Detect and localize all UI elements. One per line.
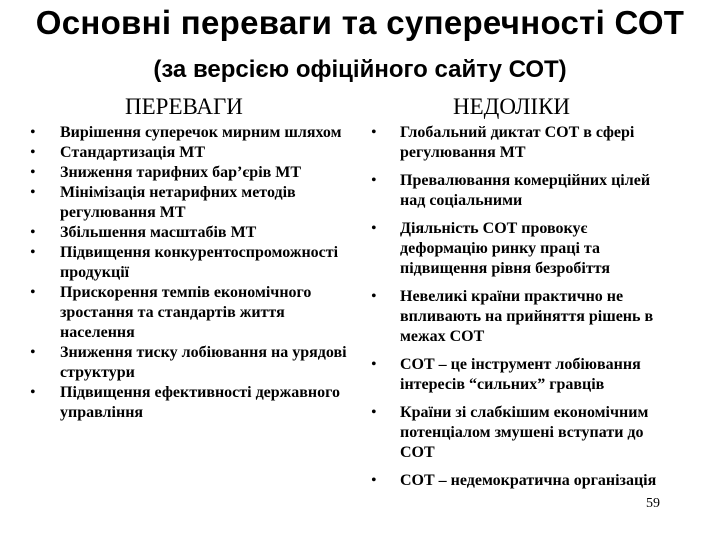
bullet-icon: • — [30, 124, 36, 141]
list-item — [369, 171, 659, 211]
bullet-icon: • — [30, 384, 36, 401]
list-item-text: Мінімізація нетарифних методів регулювання МТ — [60, 184, 296, 221]
bullet-icon: • — [371, 404, 377, 421]
list-item-text: Глобальний диктат СОТ в сфері регулювання МТ — [400, 124, 635, 161]
list-item-text: Країни зі слабкішим економічним потенціалом змушені вступати до СОТ — [400, 404, 649, 461]
disadvantages-heading: НЕДОЛІКИ — [453, 94, 571, 119]
bullet-icon: • — [30, 144, 36, 161]
bullet-icon: • — [371, 288, 377, 305]
list-item — [28, 183, 348, 223]
list-item-text: Підвищення ефективності державного управління — [60, 384, 340, 421]
list-item-text: СОТ – це інструмент лобіювання інтересів “сильних” гравців — [400, 356, 641, 393]
bullet-icon: • — [30, 224, 36, 241]
list-item — [28, 343, 348, 383]
list-item — [28, 223, 348, 243]
bullet-icon: • — [371, 472, 377, 489]
page-number: 59 — [646, 496, 660, 511]
bullet-icon: • — [371, 356, 377, 373]
slide-title: Основні переваги та суперечності СОТ — [35, 4, 685, 41]
list-item-text: Вирішення суперечок мирним шляхом — [60, 124, 342, 141]
list-item — [28, 283, 348, 343]
bullet-icon: • — [371, 172, 377, 189]
bullet-icon: • — [371, 220, 377, 237]
list-item — [369, 219, 659, 279]
bullet-icon: • — [371, 124, 377, 141]
list-item-text: Стандартизація МТ — [60, 144, 205, 161]
bullet-icon: • — [30, 244, 36, 261]
slide-subtitle: (за версією офіційного сайту СОТ) — [153, 56, 567, 83]
list-item-text: Збільшення масштабів МТ — [60, 224, 257, 241]
list-item — [28, 383, 348, 423]
list-item-text: Зниження тарифних бар’єрів МТ — [60, 164, 302, 181]
list-item — [369, 287, 659, 347]
bullet-icon: • — [30, 344, 36, 361]
advantages-list — [28, 123, 348, 423]
bullet-icon: • — [30, 284, 36, 301]
list-item-text: Превалювання комерційних цілей над соціальними — [400, 172, 651, 209]
disadvantages-list — [369, 123, 659, 491]
advantages-heading: ПЕРЕВАГИ — [125, 94, 243, 119]
list-item — [28, 123, 348, 143]
list-item-text: Діяльність СОТ провокує деформацію ринку праці та підвищення рівня безробіття — [400, 220, 611, 277]
list-item — [369, 471, 659, 491]
list-item-text: Підвищення конкурентоспроможності продукції — [60, 244, 339, 281]
list-item — [369, 403, 659, 463]
list-item — [369, 123, 659, 163]
bullet-icon: • — [30, 184, 36, 201]
list-item — [28, 243, 348, 283]
list-item — [28, 143, 348, 163]
list-item — [369, 355, 659, 395]
list-item-text: Прискорення темпів економічного зростання та стандартів життя населення — [60, 284, 312, 341]
bullet-icon: • — [30, 164, 36, 181]
list-item — [28, 163, 348, 183]
list-item-text: Невеликі країни практично не впливають на прийняття рішень в межах СОТ — [400, 288, 654, 345]
list-item-text: СОТ – недемократична організація — [400, 472, 657, 489]
list-item-text: Зниження тиску лобіювання на урядові структури — [60, 344, 347, 381]
